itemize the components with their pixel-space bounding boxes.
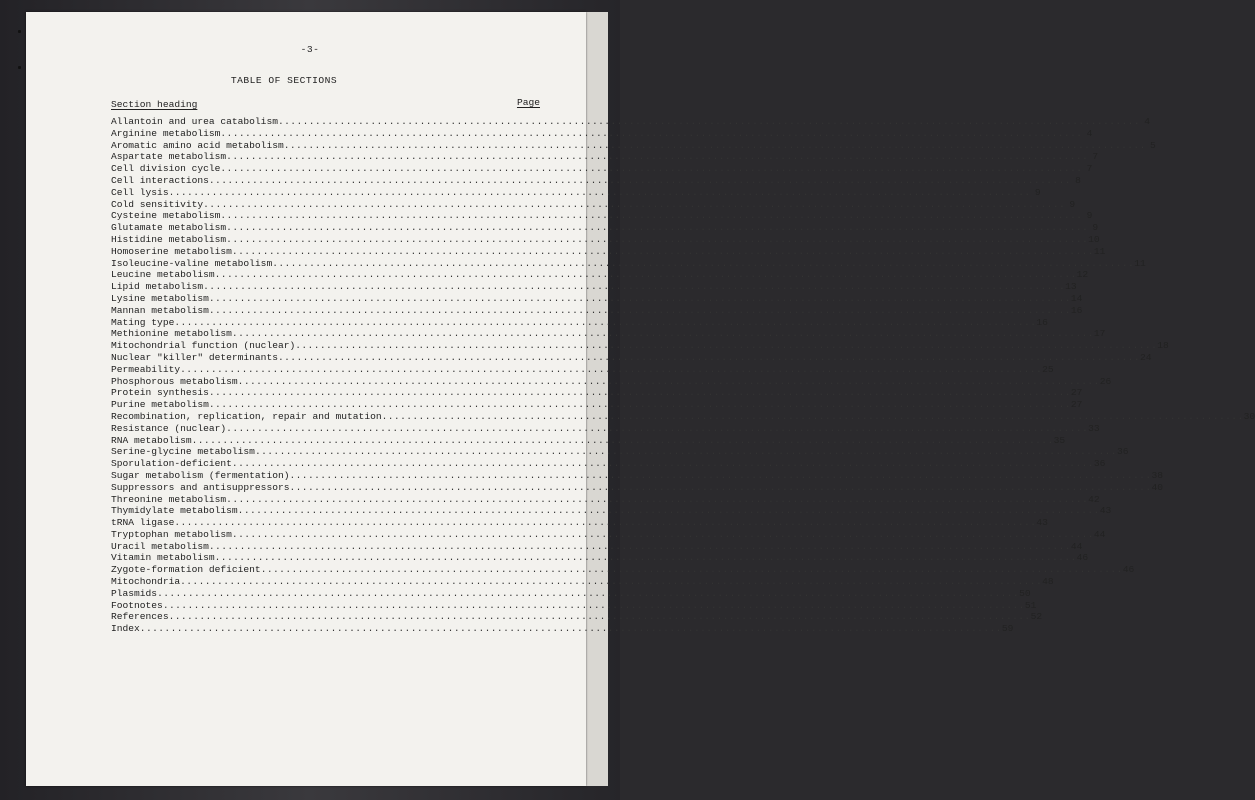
dot-leader: ............................................................................................................................................ — [220, 210, 1083, 222]
list-item — [111, 564, 1135, 576]
section-title: Footnotes — [111, 599, 163, 611]
dot-leader: ............................................................................................................................................ — [226, 151, 1089, 163]
section-title: Vitamin metabolism — [111, 552, 215, 564]
dot-leader: ............................................................................................................................................ — [214, 269, 1077, 281]
dot-leader: ............................................................................................................................................ — [208, 387, 1071, 399]
section-title: Allantoin and urea catabolism — [111, 116, 278, 127]
section-title: Lysine metabolism — [111, 292, 209, 304]
dot-leader: ............................................................................................................................................ — [295, 340, 1158, 352]
page-reference: 10 — [1088, 233, 1100, 245]
page-reference: 50 — [1019, 587, 1031, 599]
dot-leader: ............................................................................................................................................ — [277, 116, 1140, 127]
dot-leader: ............................................................................................................................................ — [226, 233, 1089, 245]
section-title: Leucine metabolism — [111, 269, 215, 281]
page-reference: 5 — [1149, 139, 1156, 151]
list-item — [111, 233, 1100, 246]
section-title: Homoserine metabolism — [111, 245, 232, 257]
page-reference: 27 — [1070, 387, 1083, 399]
section-title: Permeability — [111, 363, 181, 375]
page-reference: 43 — [1099, 505, 1112, 517]
dot-leader: ............................................................................................................................................ — [139, 623, 1002, 635]
table-of-sections-list — [111, 116, 1255, 635]
page-reference: 51 — [1024, 599, 1037, 611]
page-reference: 38 — [1151, 469, 1164, 481]
section-title: Purine metabolism — [111, 399, 209, 411]
section-title: Mating type — [111, 316, 175, 328]
binder-hole-mark — [18, 66, 21, 69]
list-item — [111, 399, 1083, 411]
page-reference: 26 — [1099, 375, 1112, 387]
section-title: RNA metabolism — [111, 434, 192, 446]
section-title: Aromatic amino acid metabolism — [111, 139, 284, 151]
section-title: Mitochondrial function (nuclear) — [111, 340, 296, 352]
list-item — [111, 611, 1043, 623]
page-reference: 40 — [1151, 481, 1164, 493]
page-reference: 17 — [1093, 328, 1106, 340]
dot-leader: ............................................................................................................................................ — [208, 292, 1071, 304]
section-title: Lipid metabolism — [111, 281, 204, 293]
dot-leader: ............................................................................................................................................ — [191, 434, 1054, 446]
section-title: tRNA ligase — [111, 517, 175, 529]
list-item — [111, 599, 1037, 612]
page-reference: 25 — [1042, 363, 1054, 375]
page-reference: 11 — [1093, 245, 1106, 257]
dot-leader: ............................................................................................................................................ — [231, 458, 1094, 470]
list-item — [111, 316, 1048, 329]
page-reference: 8 — [1075, 174, 1081, 186]
section-title: Cold sensitivity — [111, 198, 204, 210]
list-item — [111, 446, 1129, 458]
dot-leader: ............................................................................................................................................ — [254, 446, 1117, 458]
list-item — [111, 434, 1066, 447]
page-reference: 48 — [1042, 576, 1054, 588]
dot-leader: ............................................................................................................................................ — [237, 375, 1100, 387]
dot-leader: ............................................................................................................................................ — [208, 174, 1071, 186]
dot-leader: ............................................................................................................................................ — [174, 316, 1037, 328]
section-title: Index — [111, 623, 140, 635]
page-reference: 13 — [1065, 281, 1077, 293]
list-item — [111, 505, 1112, 517]
dot-leader: ............................................................................................................................................ — [226, 493, 1089, 505]
page-reference: 36 — [1093, 458, 1106, 470]
dot-leader: ............................................................................................................................................ — [277, 351, 1140, 363]
list-item — [111, 540, 1083, 553]
list-item — [111, 375, 1112, 388]
page-reference: 9 — [1092, 222, 1099, 234]
list-item — [111, 410, 1255, 423]
dot-leader: ............................................................................................................................................ — [237, 505, 1100, 517]
dot-leader: ............................................................................................................................................ — [157, 587, 1020, 599]
dot-leader: ............................................................................................................................................ — [214, 552, 1077, 564]
page-reference: 14 — [1070, 292, 1083, 304]
section-title: Isoleucine-valine metabolism — [111, 257, 273, 269]
dot-leader: ............................................................................................................................................ — [162, 599, 1025, 611]
page-reference: 9 — [1069, 198, 1076, 210]
section-title: Sugar metabolism (fermentation) — [111, 469, 290, 481]
page-reference: 35 — [1053, 434, 1066, 446]
list-item — [111, 328, 1106, 340]
dot-leader: ............................................................................................................................................ — [226, 222, 1089, 234]
list-item — [111, 269, 1089, 281]
list-item — [111, 257, 1146, 270]
page-reference: 16 — [1036, 316, 1048, 328]
dot-leader: ............................................................................................................................................ — [231, 528, 1094, 540]
list-item — [111, 469, 1164, 482]
list-item — [111, 528, 1106, 541]
list-item — [111, 292, 1083, 305]
section-title: Serine-glycine metabolism — [111, 446, 255, 458]
page-column-header: Page — [516, 97, 540, 108]
section-title: Protein synthesis — [111, 387, 209, 399]
dot-leader: ............................................................................................................................................ — [283, 139, 1146, 151]
list-item — [111, 387, 1083, 399]
section-title: Sporulation-deficient — [111, 458, 232, 470]
list-item — [111, 422, 1100, 435]
list-item — [111, 481, 1164, 494]
list-item — [111, 363, 1054, 376]
dot-leader: ............................................................................................................................................ — [220, 163, 1083, 175]
section-title: Recombination, replication, repair and mutation — [111, 410, 382, 422]
page-reference: 44 — [1070, 540, 1083, 552]
dot-leader: ............................................................................................................................................ — [289, 469, 1152, 481]
list-item — [111, 281, 1077, 293]
list-item — [111, 576, 1054, 588]
page-number: -3- — [300, 44, 320, 55]
list-item — [111, 517, 1048, 529]
section-title: Nuclear "killer" determinants — [111, 351, 278, 363]
list-item — [111, 493, 1100, 506]
section-heading-column-header: Section heading — [111, 99, 198, 110]
section-title: Phosphorous metabolism — [111, 375, 238, 387]
page-reference: 52 — [1030, 611, 1043, 623]
dot-leader: ............................................................................................................................................ — [381, 410, 1244, 422]
list-item — [111, 458, 1106, 470]
dot-leader: ............................................................................................................................................ — [174, 517, 1037, 529]
list-item — [111, 163, 1093, 175]
page-reference: 43 — [1036, 517, 1048, 529]
list-item — [111, 552, 1089, 564]
section-title: Aspartate metabolism — [111, 151, 227, 163]
section-title: Plasmids — [111, 587, 158, 599]
page-reference: 42 — [1088, 493, 1100, 505]
page-reference: 7 — [1092, 151, 1099, 163]
page-reference: 30 — [1243, 410, 1255, 422]
page-reference: 27 — [1070, 399, 1083, 411]
list-item — [111, 186, 1041, 199]
page-reference: 33 — [1088, 422, 1100, 434]
section-title: Cell interactions — [111, 174, 209, 186]
section-title: Threonine metabolism — [111, 493, 227, 505]
section-title: Cell lysis — [111, 186, 169, 198]
page-reference: 24 — [1139, 351, 1152, 363]
section-title: Tryptophan metabolism — [111, 528, 232, 540]
list-item — [111, 351, 1152, 364]
list-item — [111, 127, 1093, 140]
section-title: Zygote-formation deficient — [111, 564, 261, 576]
dot-leader: ............................................................................................................................................ — [208, 304, 1071, 316]
dot-leader: ............................................................................................................................................ — [272, 257, 1135, 269]
list-item — [111, 340, 1169, 352]
section-title: Arginine metabolism — [111, 127, 221, 139]
page-title: TABLE OF SECTIONS — [230, 75, 338, 86]
section-title: Mitochondria — [111, 576, 181, 588]
page-reference: 46 — [1122, 564, 1135, 576]
page-reference: 46 — [1076, 552, 1089, 564]
page-reference: 9 — [1034, 186, 1041, 198]
page-reference: 4 — [1086, 127, 1093, 139]
section-title: Glutamate metabolism — [111, 222, 227, 234]
dot-leader: ............................................................................................................................................ — [220, 127, 1083, 139]
section-title: References — [111, 611, 169, 623]
page-reference: 36 — [1116, 446, 1129, 458]
list-item — [111, 151, 1099, 163]
dot-leader: ............................................................................................................................................ — [208, 540, 1071, 552]
dot-leader: ............................................................................................................................................ — [203, 281, 1066, 293]
section-title: Suppressors and antisuppressors — [111, 481, 290, 493]
dot-leader: ............................................................................................................................................ — [226, 422, 1089, 434]
dot-leader: ............................................................................................................................................ — [231, 328, 1094, 340]
page-reference: 59 — [1001, 623, 1014, 635]
list-item — [111, 174, 1081, 187]
page-reference: 44 — [1093, 528, 1106, 540]
list-item — [111, 623, 1014, 635]
section-title: Mannan metabolism — [111, 304, 209, 316]
list-item — [111, 210, 1093, 222]
page-reference: 18 — [1157, 340, 1169, 352]
page-reference: 11 — [1134, 257, 1146, 269]
list-item — [111, 116, 1150, 128]
page-reference: 9 — [1086, 210, 1093, 222]
section-title: Cell division cycle — [111, 163, 221, 175]
page-reference: 7 — [1086, 163, 1093, 175]
dot-leader: ............................................................................................................................................ — [168, 186, 1031, 198]
section-title: Thymidylate metabolism — [111, 505, 238, 517]
dot-leader: ............................................................................................................................................ — [203, 198, 1066, 210]
section-title: Methionine metabolism — [111, 328, 232, 340]
page-reference: 16 — [1070, 304, 1083, 316]
page-reference: 12 — [1076, 269, 1089, 281]
dot-leader: ............................................................................................................................................ — [168, 611, 1031, 623]
binder-hole-mark — [18, 30, 21, 33]
list-item — [111, 222, 1099, 234]
dot-leader: ............................................................................................................................................ — [180, 363, 1043, 375]
dot-leader: ............................................................................................................................................ — [208, 399, 1071, 411]
dot-leader: ............................................................................................................................................ — [260, 564, 1123, 576]
list-item — [111, 198, 1076, 211]
dot-leader: ............................................................................................................................................ — [289, 481, 1152, 493]
section-title: Uracil metabolism — [111, 540, 209, 552]
section-title: Cysteine metabolism — [111, 210, 221, 222]
list-item — [111, 304, 1083, 317]
section-title: Resistance (nuclear) — [111, 422, 227, 434]
section-title: Histidine metabolism — [111, 233, 227, 245]
list-item — [111, 245, 1106, 258]
page-reference: 4 — [1144, 116, 1150, 127]
dot-leader: ............................................................................................................................................ — [231, 245, 1094, 257]
dot-leader: ............................................................................................................................................ — [180, 576, 1043, 588]
list-item — [111, 139, 1156, 152]
list-item — [111, 587, 1031, 600]
